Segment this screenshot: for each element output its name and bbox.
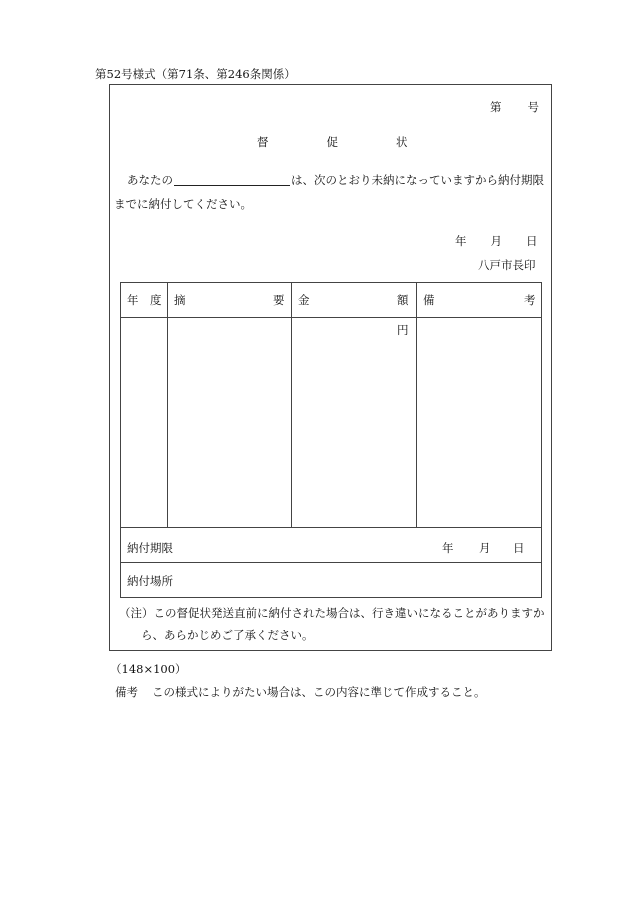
due-month: 月 [479, 541, 491, 555]
notice-number-suffix: 号 [527, 100, 539, 114]
header-remarks-1: 備 [423, 293, 435, 307]
header-year-2: 度 [150, 293, 162, 307]
header-year-1: 年 [127, 293, 139, 307]
issuer: 八戸市長印 [478, 258, 536, 272]
issue-date [455, 233, 538, 249]
yen-unit: 円 [397, 323, 409, 337]
remarks-text: この様式によりがたい場合は、この内容に準じて作成すること。 [152, 685, 486, 699]
remarks-label: 備考 [115, 685, 138, 699]
notice-number [490, 99, 539, 115]
body-divider [120, 527, 542, 528]
intro-line-1 [127, 172, 544, 188]
title-char-3: 状 [396, 135, 408, 149]
footnote-line-2: ら、あらかじめご了承ください。 [141, 628, 314, 642]
issue-year: 年 [455, 234, 467, 248]
intro-after-blank: は、次のとおり未納になっていますから納付期限 [291, 173, 544, 187]
notice-title [257, 134, 408, 150]
due-year: 年 [442, 541, 454, 555]
header-divider [120, 317, 542, 318]
issue-day: 日 [526, 234, 538, 248]
column-divider-3 [416, 282, 417, 528]
intro-line-2: までに納付してください。 [114, 197, 252, 211]
remarks [115, 684, 486, 700]
place-label: 納付場所 [127, 574, 173, 588]
intro-before-blank: あなたの [127, 173, 173, 187]
header-remarks-2: 考 [524, 293, 536, 307]
notice-number-prefix: 第 [490, 100, 502, 114]
title-char-2: 促 [326, 135, 338, 149]
size-note: （148×100） [110, 662, 187, 676]
form-label: 第52号様式（第71条、第246条関係） [95, 67, 296, 81]
issue-month: 月 [490, 234, 502, 248]
header-amount-2: 額 [397, 293, 409, 307]
due-divider [120, 562, 542, 563]
header-amount-1: 金 [298, 293, 310, 307]
due-day: 日 [513, 541, 525, 555]
name-blank-line [174, 173, 290, 186]
footnote-line-1: （注）この督促状発送直前に納付された場合は、行き違いになることがありますか [119, 606, 545, 620]
header-summary-1: 摘 [174, 293, 186, 307]
column-divider-1 [167, 282, 168, 528]
column-divider-2 [291, 282, 292, 528]
header-summary-2: 要 [273, 293, 285, 307]
title-char-1: 督 [257, 135, 269, 149]
due-label: 納付期限 [127, 541, 173, 555]
